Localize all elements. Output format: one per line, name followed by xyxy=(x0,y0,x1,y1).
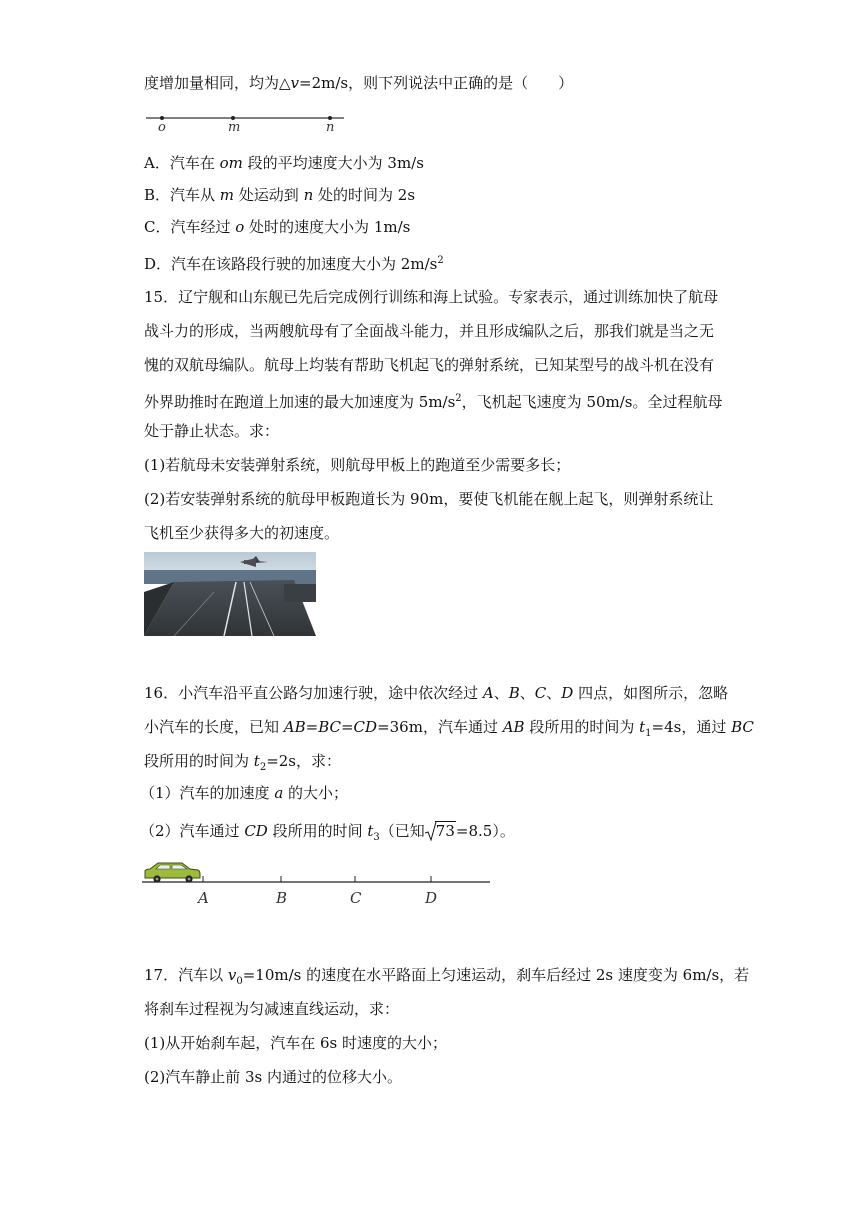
q16-label-A: A xyxy=(198,889,209,907)
q14-option-b-n: n xyxy=(303,186,314,204)
q14-option-b-tail: 处的时间为 2s xyxy=(313,186,416,204)
q16-line-1-B: B xyxy=(508,684,520,702)
q15-line-2: 战斗力的形成，当两艘航母有了全面战斗能力，并且形成编队之后，那我们就是当之无 xyxy=(144,322,715,340)
q16-part-1-tail: 的大小； xyxy=(283,784,349,802)
q17-line-2: 将刹车过程视为匀减速直线运动，求： xyxy=(144,1000,400,1018)
q14-option-a-tail: 段的平均速度大小为 3m/s xyxy=(242,154,424,172)
q16-label-B: B xyxy=(276,889,288,907)
q14-label-n: n xyxy=(326,120,335,135)
q14-option-b-mid: 处运动到 xyxy=(234,186,304,204)
q15-part-2: (2)若安装弹射系统的航母甲板跑道长为 90m，要使飞机能在舰上起飞，则弹射系统让 xyxy=(144,490,714,508)
q15-line-4-exp: 2 xyxy=(455,393,462,404)
q15-line-4-tail: ，飞机起飞速度为 50m/s。全过程航母 xyxy=(461,393,723,411)
q16-part-2-c: （已知 xyxy=(379,822,425,840)
q16-part-2-CD: CD xyxy=(244,822,268,840)
q16-line-3-tail: =2s，求： xyxy=(266,752,341,770)
q16-part-1 xyxy=(140,782,348,804)
q16-part-2-text: （2）汽车通过 xyxy=(140,822,245,840)
q14-intro xyxy=(144,72,573,94)
q14-intro-tail: =2m/s，则下列说法中正确的是（ ） xyxy=(299,74,574,92)
q17-line-1-text: 17．汽车以 xyxy=(144,966,228,984)
q16-line-2 xyxy=(144,716,754,745)
q16-part-2-b: 段所用的时间 xyxy=(267,822,368,840)
q16-line-2-b: =36m，汽车通过 xyxy=(377,718,503,736)
q16-line-3-text: 段所用的时间为 xyxy=(144,752,254,770)
q17-line-1-v: v xyxy=(227,966,237,984)
q16-part-2 xyxy=(140,820,515,849)
sqrt-radicand: 73 xyxy=(435,822,455,840)
q16-line-1-text: 16．小汽车沿平直公路匀加速行驶，途中依次经过 xyxy=(144,684,483,702)
aircraft-carrier-photo xyxy=(144,552,316,636)
q16-sep-2: 、 xyxy=(519,684,535,702)
q14-intro-v: v xyxy=(290,74,300,92)
q17-line-1 xyxy=(144,964,749,993)
q16-part-1-text: （1）汽车的加速度 xyxy=(140,784,275,802)
q16-line-1 xyxy=(144,682,728,704)
q14-option-c xyxy=(144,216,410,238)
q14-option-c-tail: 处时的速度大小为 1m/s xyxy=(244,218,411,236)
q16-line-3 xyxy=(144,750,341,779)
q16-line-2-t: t xyxy=(639,718,646,736)
q16-part-1-a: a xyxy=(274,784,284,802)
q16-line-2-sub: 1 xyxy=(645,728,652,739)
q16-part-2-sub: 3 xyxy=(373,832,380,843)
q14-option-d xyxy=(144,250,444,275)
q14-option-a-text: A．汽车在 xyxy=(144,154,220,172)
q16-line-2-text: 小汽车的长度，已知 xyxy=(144,718,284,736)
q15-line-4 xyxy=(144,388,723,413)
q16-line-2-c: 段所用的时间为 xyxy=(524,718,640,736)
q16-line-2-AB: AB xyxy=(502,718,525,736)
carrier-illustration xyxy=(144,552,316,636)
q16-sep-3: 、 xyxy=(546,684,562,702)
q14-option-a xyxy=(144,152,424,174)
q14-option-c-o: o xyxy=(235,218,245,236)
q16-line-2-d: =4s，通过 xyxy=(651,718,732,736)
q16-line-3-sub: 2 xyxy=(259,762,267,773)
q14-option-d-text: D．汽车在该路段行驶的加速度大小为 2m/s xyxy=(144,255,438,273)
q14-option-d-exp: 2 xyxy=(437,255,444,266)
q16-line-1-tail: 四点，如图所示，忽略 xyxy=(573,684,729,702)
q14-omn-diagram xyxy=(144,108,354,138)
q16-line-2-BC: BC xyxy=(731,718,754,736)
q17-part-1: (1)从开始刹车起，汽车在 6s 时速度的大小； xyxy=(144,1034,448,1052)
q16-part-2-t: t xyxy=(367,822,374,840)
q14-label-m: m xyxy=(228,120,241,135)
q15-line-8: 飞机至少获得多大的初速度。 xyxy=(144,524,340,542)
sqrt-symbol xyxy=(425,820,456,842)
q14-intro-text: 度增加量相同，均为△ xyxy=(144,74,291,92)
q17-part-2: (2)汽车静止前 3s 内通过的位移大小。 xyxy=(144,1068,403,1086)
q15-line-5: 处于静止状态。求： xyxy=(144,422,280,440)
q16-label-C: C xyxy=(350,889,362,907)
q16-label-D: D xyxy=(425,889,438,907)
q16-sep-1: 、 xyxy=(493,684,509,702)
q16-part-2-tail: =8.5）。 xyxy=(455,822,515,840)
q15-line-3: 愧的双航母编队。航母上均装有帮助飞机起飞的弹射系统，已知某型号的战斗机在没有 xyxy=(144,356,715,374)
q14-option-b xyxy=(144,184,415,206)
q16-line-1-A: A xyxy=(482,684,494,702)
q14-label-o: o xyxy=(158,120,166,135)
q16-road-diagram xyxy=(142,858,494,892)
q16-line-1-C: C xyxy=(534,684,547,702)
q17-line-1-sub: 0 xyxy=(236,976,243,987)
q16-line-1-D: D xyxy=(561,684,574,702)
q14-option-b-m: m xyxy=(219,186,235,204)
q14-option-c-text: C．汽车经过 xyxy=(144,218,236,236)
radical-sign-icon xyxy=(425,821,437,841)
q15-part-1: (1)若航母未安装弹射系统，则航母甲板上的跑道至少需要多长； xyxy=(144,456,571,474)
q14-option-b-text: B．汽车从 xyxy=(144,186,220,204)
q16-line-2-eq: AB=BC=CD xyxy=(283,718,378,736)
q16-line-3-t: t xyxy=(253,752,260,770)
q17-line-1-tail: =10m/s 的速度在水平路面上匀速运动，刹车后经过 2s 速度变为 6m/s，若 xyxy=(242,966,750,984)
q14-option-a-om: om xyxy=(219,154,243,172)
car-icon xyxy=(145,863,200,883)
q15-line-4-text: 外界助推时在跑道上加速的最大加速度为 5m/s xyxy=(144,393,456,411)
q15-line-1: 15．辽宁舰和山东舰已先后完成例行训练和海上试验。专家表示，通过训练加快了航母 xyxy=(144,288,719,306)
